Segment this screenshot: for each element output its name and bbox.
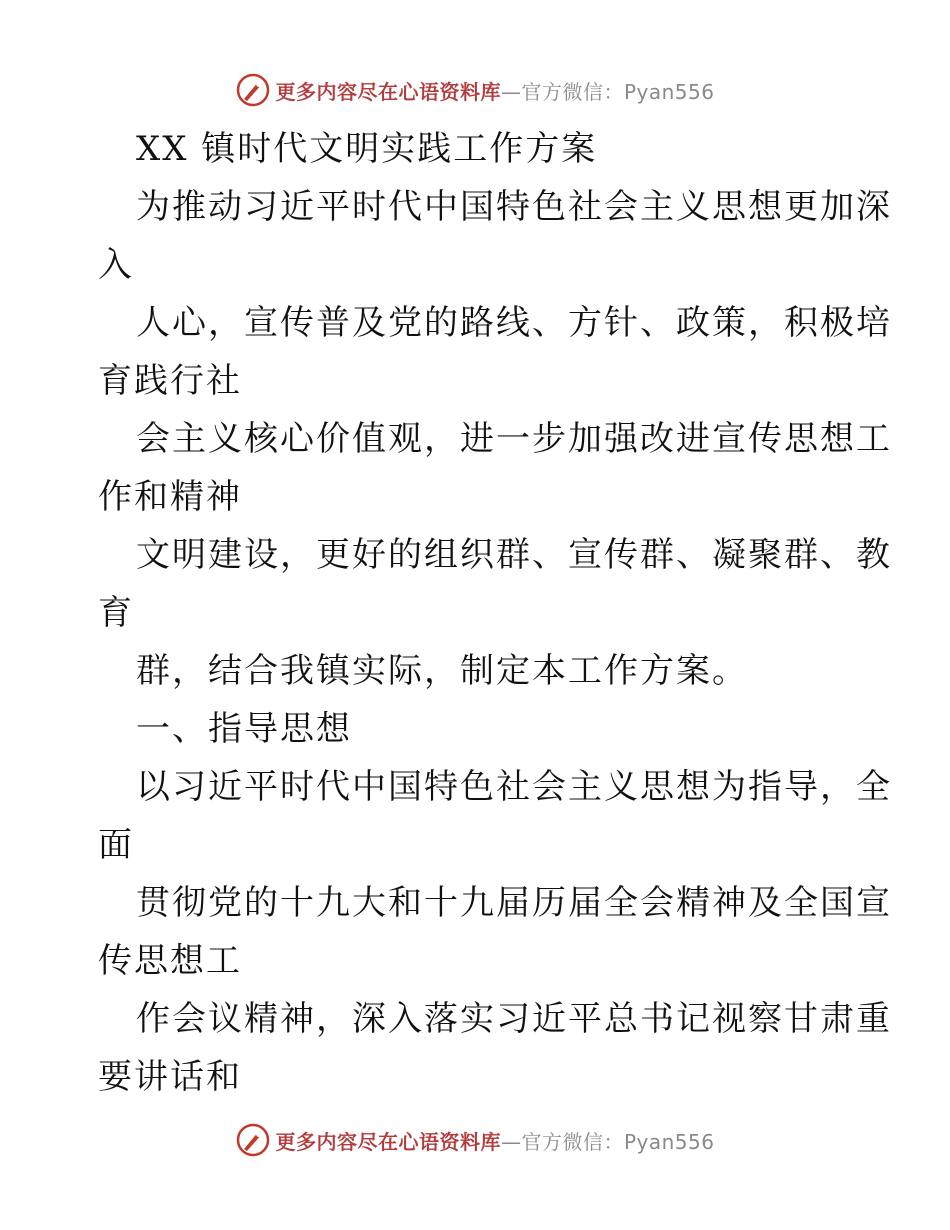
document-line: 以习近平时代中国特色社会主义思想为指导，全 [136,767,892,807]
document-line: 人心，宣传普及党的路线、方针、政策，积极培 [136,303,892,343]
quill-logo-icon [235,72,271,108]
document-line: 要讲话和 [98,1057,242,1097]
document-line: 面 [98,825,134,865]
document-line: 贯彻党的十九大和十九届历届全会精神及全国宣 [136,883,892,923]
document-line: 传思想工 [98,941,242,981]
document-line: 一、指导思想 [136,709,352,749]
header-watermark [0,70,950,110]
watermark-sub: —官方微信：Pyan556 [500,79,715,104]
watermark-sub: —官方微信：Pyan556 [500,1129,715,1154]
footer-watermark [0,1120,950,1160]
document-line: 入 [98,245,134,285]
watermark-main: 更多内容尽在心语资料库 [275,79,501,104]
document-line: 育 [98,593,134,633]
document-line: 群，结合我镇实际，制定本工作方案。 [136,651,748,691]
document-body [98,120,892,1106]
document-line: 作和精神 [98,477,242,517]
document-line: 会主义核心价值观，进一步加强改进宣传思想工 [136,419,892,459]
document-line: 作会议精神，深入落实习近平总书记视察甘肃重 [136,999,892,1039]
document-line: 文明建设，更好的组织群、宣传群、凝聚群、教 [136,535,892,575]
watermark-main: 更多内容尽在心语资料库 [275,1129,501,1154]
document-line: 为推动习近平时代中国特色社会主义思想更加深 [136,187,892,227]
quill-logo-icon [235,1122,271,1158]
document-line: XX 镇时代文明实践工作方案 [136,129,598,169]
document-line: 育践行社 [98,361,242,401]
